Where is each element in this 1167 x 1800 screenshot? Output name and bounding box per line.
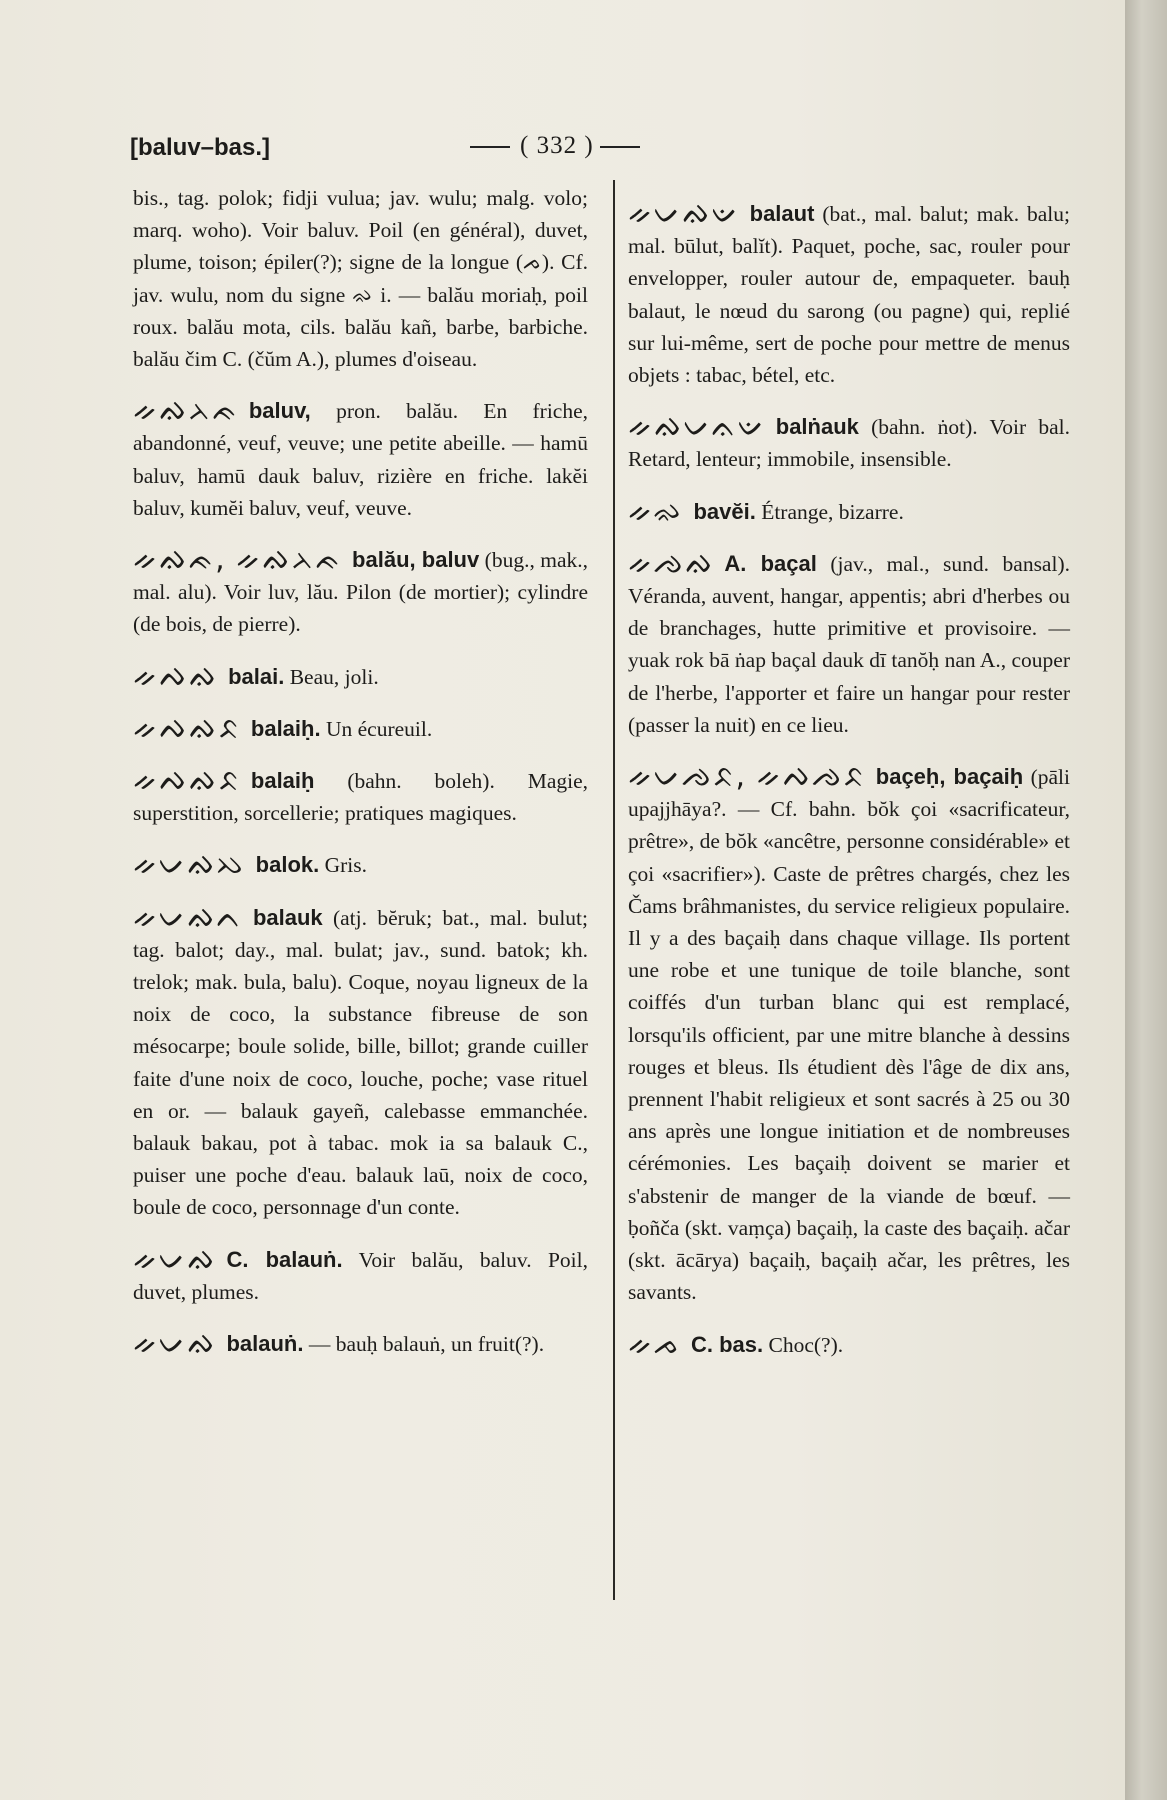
cham-script-glyph: ᨀᨆᨌᨅ, ᨀᨄᨌᨅ [628,759,866,795]
entry-text: (bahn. boleh). Magie, superstition, sorcellerie; pratiques magiques. [133,769,589,826]
cham-script-glyph: ᨀᨁᨂᨃ [133,393,239,429]
entry-headword: balaiḥ. [250,715,321,741]
cham-script-glyph: ᨀᨄᨁᨅ [133,763,241,799]
cham-script-glyph: ᨀᨁᨆᨊᨉ [628,409,766,445]
dictionary-entry [133,849,588,881]
right-column [628,198,1070,1361]
dictionary-entry [133,899,588,1224]
dictionary-entry [133,658,588,694]
entry-headword: baçeḥ, baçaiḥ [875,764,1024,790]
cham-script-glyph: ᨀᨆᨁᨇ [133,847,246,883]
cham-script-glyph: ᨀᨄᨁᨅ [133,710,241,746]
running-head: [baluv–bas.] [130,134,271,161]
entry-headword: balaut [749,201,815,226]
entry-headword: baluv, [248,398,311,424]
cham-script-glyph: ᨀᨆᨁ [133,1326,217,1362]
dictionary-entry [133,395,588,524]
dictionary-entry [628,1326,1070,1362]
entry-headword: balai. [228,663,285,689]
entry-headword: balok. [255,852,320,878]
entry-text: (bug., mak., mal. alu). Voir luv, lău. Pilon (de mortier); cylindre (de bois, de pierre). [133,548,588,637]
dictionary-entry [133,765,588,829]
ornament-rule-left [470,146,510,148]
entry-text: bis., tag. polok; fidji vulua; jav. wulu; malg. volo; marq. woho). Voir baluv. Poil (en général), duvet, plume, toison; épiler(?); signe de la longue (ᨍ). Cf. jav. wulu, nom du signe ᨋ i. — balău moriaḥ, poil roux. balău mota, cils. balău kañ, barbe, barbiche. balău čim C. (čŭm A.), plumes d'oiseau. [133,186,588,372]
entry-headword: balṅauk [775,414,859,440]
cham-script-glyph: ᨀᨋ [628,493,684,529]
dictionary-entry [628,411,1070,475]
cham-script-glyph: ᨀᨌᨁ [628,545,715,581]
entry-headword: C. balauṅ. [226,1246,343,1272]
column-divider [613,180,615,1600]
next-page-edge [1125,0,1167,1800]
dictionary-entry [133,544,588,641]
left-column [133,182,588,1360]
entry-headword: balău, baluv [352,547,480,573]
entry-text: Beau, joli. [289,664,379,689]
ornament-rule-right [600,146,640,148]
dictionary-entry [133,182,588,375]
cham-script-glyph: ᨀᨆᨁᨈ [133,899,243,935]
entry-text: Voir balău, baluv. Poil, duvet, plumes. [133,1247,588,1304]
entry-headword: C. bas. [691,1331,764,1357]
entry-text: Choc(?). [768,1332,844,1357]
entry-text: (bahn. ṅot). Voir bal. Retard, lenteur; immobile, insensible. [628,415,1070,472]
entry-headword: balaiḥ [250,768,315,794]
cham-script-glyph: ᨀᨄᨁ [133,658,219,694]
entry-text: Un écureuil. [325,716,433,741]
entry-headword: A. baçal [724,550,817,576]
entry-text: pron. balău. En friche, abandonné, veuf, veuve; une petite abeille. — hamū baluv, hamū dauk baluv, rizière en friche. lakĕi baluv, kumĕi baluv, veuf, veuve. [133,399,589,520]
dictionary-entry [628,545,1070,741]
entry-headword: bavĕi. [693,498,756,524]
cham-script-glyph: ᨀᨆᨁᨉ [628,196,740,231]
entry-headword: balauṅ. [226,1331,304,1357]
page-header [130,132,1010,172]
cham-script-glyph: ᨀᨁᨃ, ᨀᨁᨂᨃ [133,542,343,578]
entry-text: Gris. [324,853,368,878]
dictionary-entry [133,1328,588,1360]
page-number: ( 332 ) [520,132,594,159]
entry-text: (jav., mal., sund. bansal). Véranda, auvent, hangar, appentis; abri d'herbes ou de branchages, hutte primitive et provisoire. — yuak rok bā ṅap baçal dauk dī tanŏḥ nan A., couper de l'herbe, l'apporter et faire un hangar pour rester (passer la nuit) en ce lieu. [628,551,1070,737]
dictionary-entry [628,493,1070,529]
entry-text: (atj. bĕruk; bat., mal. bulut; tag. balot; day., mal. bulat; jav., sund. batok; kh. trelok; mak. bula, balu). Coque, noyau ligneux de la noix de coco, la substance fibreuse de son mésocarpe; boule solide, bille, billot; grande cuiller faite d'une noix de coco, louche, poche; vase rituel en or. — balauk gayeñ, calebasse emmanchée. balauk bakau, pot à tabac. mok ia sa balauk C., puiser une poche d'eau. balauk laū, noix de coco, boule de coco, personnage d'un conte. [133,905,588,1220]
dictionary-entry [133,1241,588,1308]
entry-text: (bat., mal. balut; mak. balu; mal. būlut, balĭt). Paquet, poche, sac, rouler pour envelopper, rouler autour de, empaqueter. bauḥ balaut, le nœud du sarong (ou pagne) qui, replié sur lui-même, sert de poche pour mettre de menus objets : tabac, bétel, etc. [628,202,1070,388]
entry-text: (pāli upajjhāya?. — Cf. bahn. bŏk çoi «sacrificateur, prêtre», de bŏk «ancêtre, personne considérable» et çoi «sacrifier»). Caste de prêtres chargés, chez les Čams brâhmanistes, du service religieux populaire. Il y a des baçaiḥ dans chaque village. Ils portent une robe et une tunique de toile blanche, sont coiffés d'un turban blanc qui est remplacé, lorsqu'ils officient, par une mitre blanche à dessins rouges et bleus. Ils étudient dès l'âge de dix ans, prennent l'habit religieux et sont sacrés à 25 ou 30 ans après une longue initiation et de nombreuses cérémonies. Les baçaiḥ doivent se marier et s'abstenir de manger de la viande de bœuf. — ḅoñča (skt. vaṃça) baçaiḥ, la caste des baçaiḥ. ačar (skt. ācārya) baçaiḥ, baçaiḥ ačar, les prêtres, les savants. [628,765,1070,1305]
cham-script-glyph: ᨀᨍ [628,1326,681,1362]
entry-text: Étrange, bizarre. [761,499,904,524]
dictionary-entry [628,761,1070,1308]
dictionary-entry [628,198,1070,391]
cham-script-glyph: ᨀᨆᨁ [133,1241,217,1277]
dictionary-entry [133,710,588,746]
entry-text: — bauḥ balauṅ, un fruit(?). [308,1332,545,1357]
entry-headword: balauk [252,904,323,930]
